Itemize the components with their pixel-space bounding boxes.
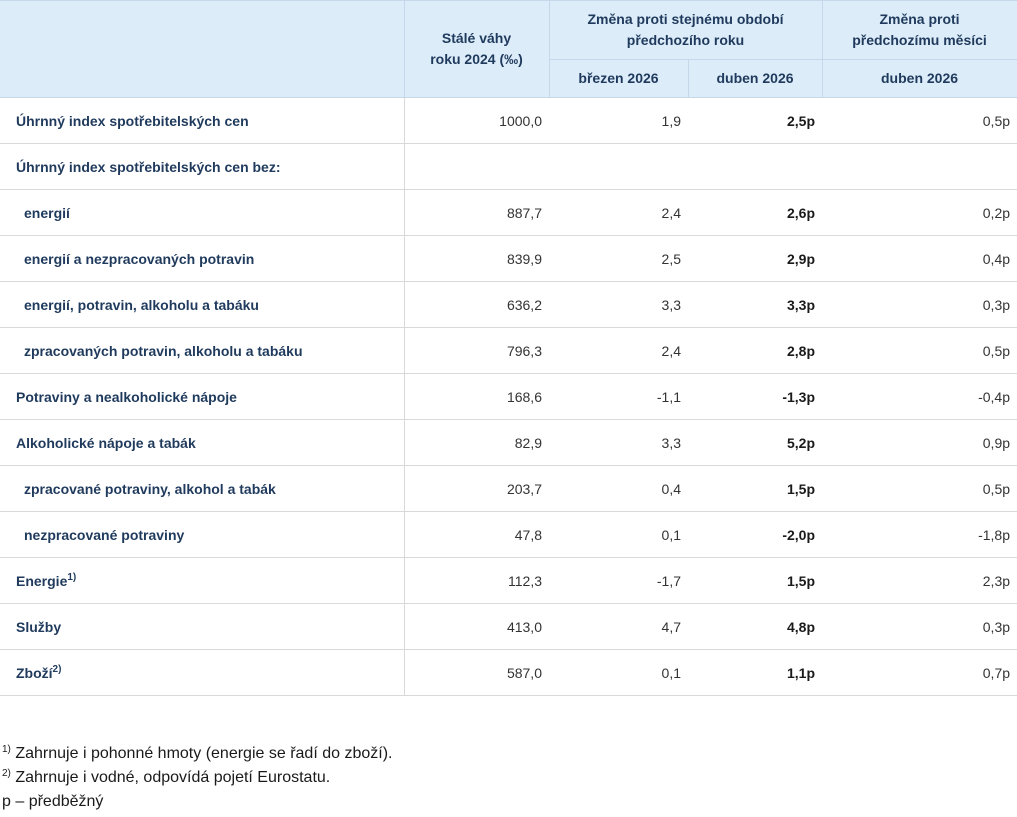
row-label-text: Služby: [16, 618, 62, 635]
footnote-2-text: Zahrnuje i vodné, odpovídá pojetí Eurostatu.: [10, 769, 331, 786]
mom-cell: 0,3p: [822, 604, 1017, 650]
march-cell: -1,1: [549, 374, 688, 420]
april-cell: 2,8p: [688, 328, 822, 374]
mom-cell: 0,2p: [822, 190, 1017, 236]
row-label-text: energií a nezpracovaných potravin: [24, 250, 255, 267]
weight-cell: 839,9: [404, 236, 549, 282]
row-label: [0, 282, 404, 328]
table-row: [0, 420, 1017, 466]
row-label-text: Zboží: [16, 664, 53, 681]
april-cell: 2,9p: [688, 236, 822, 282]
march-cell: 1,9: [549, 98, 688, 144]
weight-cell: 203,7: [404, 466, 549, 512]
weight-cell: 82,9: [404, 420, 549, 466]
mom-cell: [822, 144, 1017, 190]
march-cell: 3,3: [549, 420, 688, 466]
header-march: březen 2026: [549, 60, 688, 98]
table-row: [0, 466, 1017, 512]
row-label: [0, 420, 404, 466]
march-cell: 0,4: [549, 466, 688, 512]
mom-cell: -0,4p: [822, 374, 1017, 420]
row-label: [0, 144, 404, 190]
table-row: [0, 604, 1017, 650]
weight-cell: 887,7: [404, 190, 549, 236]
row-label-text: zpracovaných potravin, alkoholu a tabáku: [24, 342, 303, 359]
row-label: [0, 650, 404, 696]
april-cell: 2,5p: [688, 98, 822, 144]
header-group-yoy-line1: Změna proti stejnému období: [587, 11, 784, 27]
row-label-text: energií: [24, 204, 70, 221]
header-blank-cell: [0, 1, 404, 98]
march-cell: 0,1: [549, 512, 688, 558]
march-cell: 2,5: [549, 236, 688, 282]
table-row: [0, 98, 1017, 144]
mom-cell: 0,5p: [822, 328, 1017, 374]
march-cell: 2,4: [549, 328, 688, 374]
weight-cell: 47,8: [404, 512, 549, 558]
march-cell: 0,1: [549, 650, 688, 696]
april-cell: -2,0p: [688, 512, 822, 558]
table-row: [0, 374, 1017, 420]
april-cell: 1,5p: [688, 558, 822, 604]
row-label: [0, 558, 404, 604]
april-cell: 2,6p: [688, 190, 822, 236]
header-group-yoy: [549, 1, 822, 60]
weight-cell: 796,3: [404, 328, 549, 374]
weight-cell: 413,0: [404, 604, 549, 650]
header-weights-line2: roku 2024 (‰): [430, 51, 523, 67]
table-row: [0, 558, 1017, 604]
row-label-text: Energie: [16, 572, 68, 589]
table-row: [0, 328, 1017, 374]
footnote-1-text: Zahrnuje i pohonné hmoty (energie se řadí do zboží).: [10, 745, 393, 762]
march-cell: -1,7: [549, 558, 688, 604]
table-row: [0, 512, 1017, 558]
row-label-text: Potraviny a nealkoholické nápoje: [16, 388, 237, 405]
header-weights-line1: Stálé váhy: [441, 30, 512, 46]
weight-cell: 168,6: [404, 374, 549, 420]
footnote-3: p – předběžný: [2, 793, 104, 810]
row-label: [0, 374, 404, 420]
row-label: [0, 190, 404, 236]
header-april: duben 2026: [688, 60, 822, 98]
mom-cell: 0,4p: [822, 236, 1017, 282]
footnote-2-marker: 2): [2, 768, 11, 779]
footnote-1: [2, 742, 392, 766]
table-row: [0, 650, 1017, 696]
footnote-marker: 1): [67, 571, 77, 583]
header-group-mom-line1: Změna proti: [879, 11, 960, 27]
row-label-text: Úhrnný index spotřebitelských cen: [16, 112, 249, 129]
row-label-text: Úhrnný index spotřebitelských cen bez:: [16, 158, 281, 175]
header-group-mom: [822, 1, 1017, 60]
march-cell: 4,7: [549, 604, 688, 650]
row-label-text: nezpracované potraviny: [24, 526, 185, 543]
row-label: [0, 512, 404, 558]
march-cell: 2,4: [549, 190, 688, 236]
april-cell: 5,2p: [688, 420, 822, 466]
mom-cell: 0,5p: [822, 98, 1017, 144]
row-label-text: energií, potravin, alkoholu a tabáku: [24, 296, 259, 313]
header-group-mom-line2: předchozímu měsíci: [852, 32, 987, 48]
weight-cell: 1000,0: [404, 98, 549, 144]
mom-cell: 2,3p: [822, 558, 1017, 604]
header-group-yoy-line2: předchozího roku: [626, 32, 745, 48]
april-cell: 3,3p: [688, 282, 822, 328]
footnote-1-marker: 1): [2, 744, 11, 755]
table-body: [0, 98, 1017, 696]
footnote-marker: 2): [52, 663, 62, 675]
march-cell: [549, 144, 688, 190]
row-label: [0, 98, 404, 144]
row-label: [0, 328, 404, 374]
mom-cell: 0,5p: [822, 466, 1017, 512]
header-april-mom: duben 2026: [822, 60, 1017, 98]
march-cell: 3,3: [549, 282, 688, 328]
table-header: [0, 1, 1017, 98]
weight-cell: 587,0: [404, 650, 549, 696]
row-label: [0, 466, 404, 512]
row-label-text: Alkoholické nápoje a tabák: [16, 434, 196, 451]
footnote-2: [2, 766, 392, 790]
table-row: [0, 190, 1017, 236]
footnotes: [2, 742, 392, 814]
april-cell: 1,5p: [688, 466, 822, 512]
april-cell: 4,8p: [688, 604, 822, 650]
header-weights: [404, 1, 549, 98]
weight-cell: [404, 144, 549, 190]
table-row: [0, 236, 1017, 282]
weight-cell: 636,2: [404, 282, 549, 328]
table-row: [0, 282, 1017, 328]
row-label-text: zpracované potraviny, alkohol a tabák: [24, 480, 276, 497]
mom-cell: 0,3p: [822, 282, 1017, 328]
april-cell: [688, 144, 822, 190]
table-row: [0, 144, 1017, 190]
row-label: [0, 236, 404, 282]
april-cell: -1,3p: [688, 374, 822, 420]
mom-cell: 0,9p: [822, 420, 1017, 466]
row-label: [0, 604, 404, 650]
mom-cell: 0,7p: [822, 650, 1017, 696]
april-cell: 1,1p: [688, 650, 822, 696]
weight-cell: 112,3: [404, 558, 549, 604]
mom-cell: -1,8p: [822, 512, 1017, 558]
